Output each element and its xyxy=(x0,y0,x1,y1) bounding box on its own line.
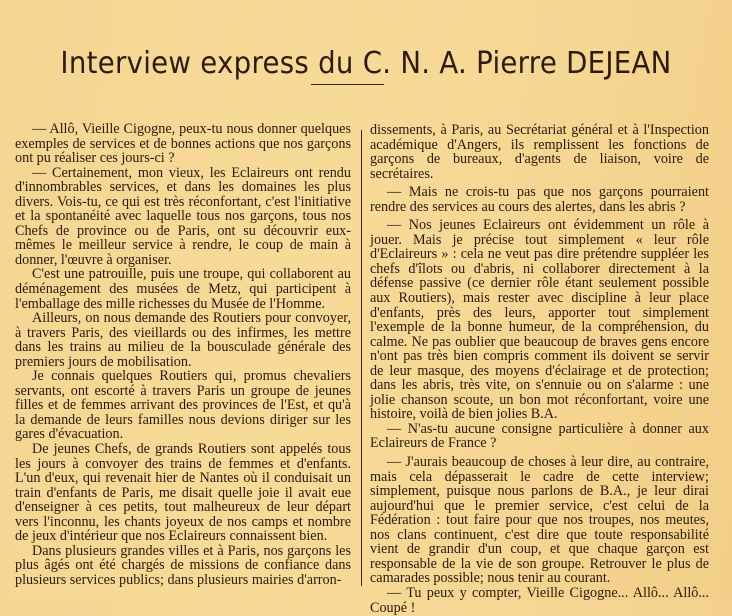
paragraph: — Mais ne crois-tu pas que nos garçons pourraient rendre des services au cours des alertes, dans les abris ? xyxy=(370,184,709,215)
right-column xyxy=(370,123,709,615)
paragraph: Ailleurs, on nous demande des Routiers pour convoyer, à travers Paris, des vieillards ou des infirmes, les mettre dans les trains au milieu de la bousculade générale des premiers jours de mobilisation. xyxy=(15,310,351,370)
article-title: Interview express du C. N. A. Pierre DEJEAN xyxy=(60,46,672,82)
paragraph: Dans plusieurs grandes villes et à Paris, nos garçons les plus âgés ont été chargés de missions de confiance dans plusieurs services publics; dans plusieurs mairies d'arron- xyxy=(15,542,351,588)
paragraph: — Nos jeunes Eclaireurs ont évidemment un rôle à jouer. Mais je précise tout simplement « leur rôle d'Eclaireurs » : cela ne veut pas dire prétendre suppléer les chefs d'îlots ou d'abris, ni collaborer directement à la défense passive (ce dernier rôle étant seulement possible aux Routiers), mais rester avec discipline à leur place d'enfants, près des leurs, apporter tout simplement l'exemple de la bonne humeur, de la compréhension, du calme. Ne pas oublier que beaucoup de braves gens encore n'ont pas très bien compris comment ils doivent se servir de leur masque, des moyens d'éclairage et de protection; dans les abris, très vite, on s'ennuie ou on s'alarme : une jolie chanson scoute, un bon mot réconfortant, voire une histoire, voilà de bien jolies B.A. xyxy=(370,217,709,423)
title-underline-divider xyxy=(311,84,384,85)
paragraph: — N'as-tu aucune consigne particulière à donner aux Eclaireurs de France ? xyxy=(370,420,709,452)
paragraph: dissements, à Paris, au Secrétariat général et à l'Inspection académique d'Angers, ils remplissent les fonctions de garçons de bureaux, d'agents de liaison, voire de secrétaires. xyxy=(370,122,709,182)
paragraph: — Tu peux y compter, Vieille Cigogne... Allô... Allô... Coupé ! xyxy=(370,584,709,616)
paragraph: — J'aurais beaucoup de choses à leur dire, au contraire, mais cela dépasserait le cadre de cette interview; simplement, puisque nous parlons de B.A., je leur dirai aujourd'hui que le premier service, c'est celui de la Fédération : tout faire pour que nos troupes, nos meutes, nos clans continuent, c'est dire que toute responsabilité vient de grandir d'un coup, et que chaque garçon est responsable de la vie de son groupe. Retrouver le plus de camarades possible; nous tenir au courant. xyxy=(370,454,709,587)
column-divider xyxy=(361,130,362,586)
paragraph: Je connais quelques Routiers qui, promus chevaliers servants, ont escorté à travers Paris un groupe de jeunes filles et de femmes arrivant des provinces de l'Est, et qu'à la demande de leurs familles nous devions diriger sur les gares d'évacuation. xyxy=(15,368,351,443)
paragraph: De jeunes Chefs, de grands Routiers sont appelés tous les jours à convoyer des trains de femmes et d'enfants. L'un d'eux, qui revenait hier de Nantes où il conduisait un train d'enfants de Paris, me disait quelle joie il avait eue d'enseigner à ces petits, tout malheureux de leur départ vers l'inconnu, les chants joyeux de nos camps et nombre de jeux d'intérieur que nos Eclaireurs connaissent bien. xyxy=(15,441,351,545)
left-column xyxy=(15,122,351,588)
paragraph: — Certainement, mon vieux, les Eclaireurs ont rendu d'innombrables services, et dans les domaines les plus divers. Vois-tu, ce qui est très réconfortant, c'est l'initiative et la spontanéité avec laquelle tous nos garçons, tous nos Chefs de province ou de Paris, ont su découvrir eux-mêmes le meilleur service à rendre, le coup de main à donner, l'œuvre à organiser. xyxy=(15,164,351,268)
paragraph: — Allô, Vieille Cigogne, peux-tu nous donner quelques exemples de services et de bonnes actions que nos garçons ont pu réaliser ces jours-ci ? xyxy=(15,121,351,167)
paragraph: C'est une patrouille, puis une troupe, qui collaborent au déménagement des musées de Metz, qui participent à l'emballage des mille richesses du Musée de l'Homme. xyxy=(15,266,351,312)
